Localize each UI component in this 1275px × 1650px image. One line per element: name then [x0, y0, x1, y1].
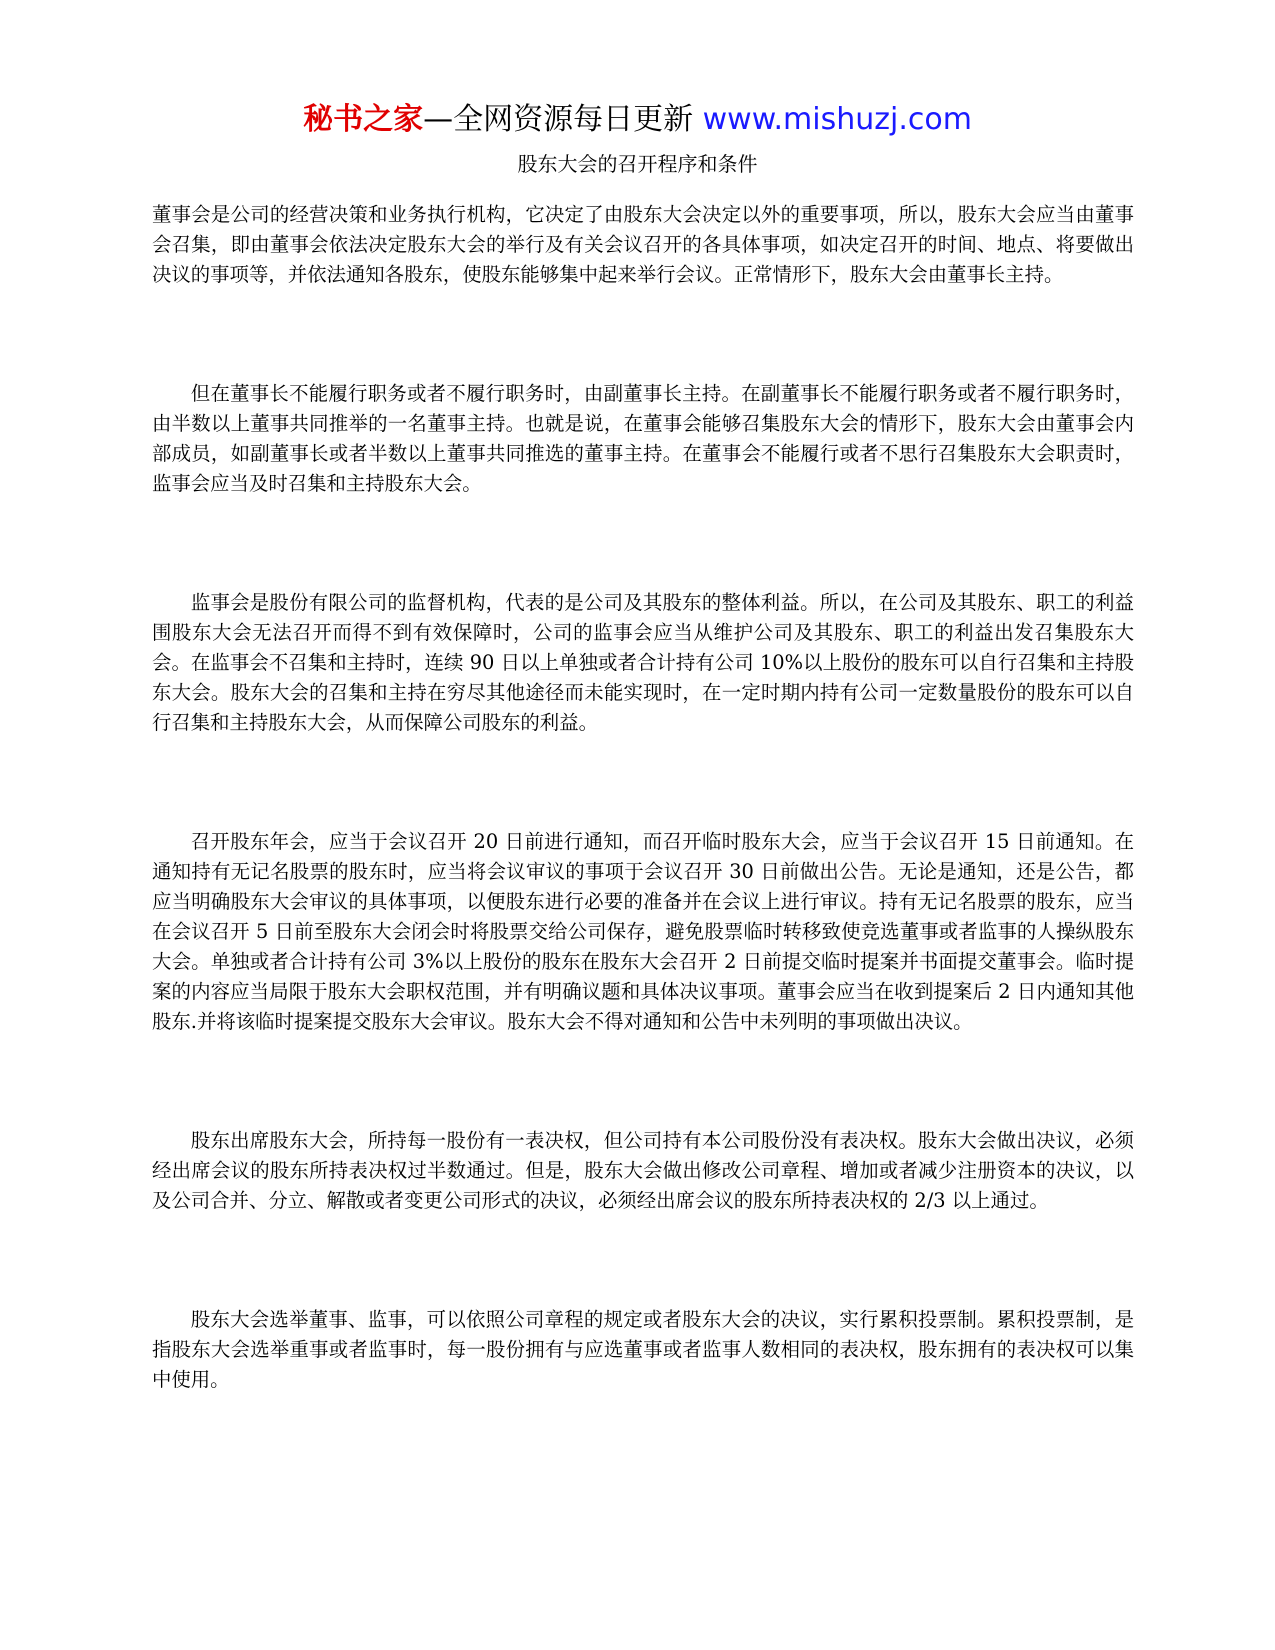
paragraph-spacer [152, 1216, 1134, 1305]
paragraph-spacer [152, 1037, 1134, 1126]
document-body [152, 200, 1134, 1395]
paragraph-4: 召开股东年会，应当于会议召开 20 日前进行通知，而召开临时股东大会，应当于会议召开 15 日前通知。在通知持有无记名股票的股东时，应当将会议审议的事项于会议召开 30 日前做出公告。无论是通知，还是公告，都应当明确股东大会审议的具体事项，以便股东进行必要的准备并在会议上进行审议。持有无记名股票的股东，应当在会议召开 5 日前至股东大会闭会时将股票交给公司保存，避免股票临时转移致使竞选董事或者监事的人操纵股东大会。单独或者合计持有公司 3%以上股份的股东在股东大会召开 2 日前提交临时提案并书面提交董事会。临时提案的内容应当局限于股东大会职权范围，并有明确议题和具体决议事项。董事会应当在收到提案后 2 日内通知其他股东.并将该临时提案提交股东大会审议。股东大会不得对通知和公告中未列明的事项做出决议。 [152, 830, 1134, 1033]
site-slogan: —全网资源每日更新 [423, 102, 694, 137]
paragraph-2: 但在董事长不能履行职务或者不履行职务时，由副董事长主持。在副董事长不能履行职务或者不履行职务时，由半数以上董事共同推举的一名董事主持。也就是说，在董事会能够召集股东大会的情形下，股东大会由董事会内部成员，如副董事长或者半数以上董事共同推选的董事主持。在董事会不能履行或者不思行召集股东大会职责时，监事会应当及时召集和主持股东大会。 [152, 382, 1134, 495]
paragraph-spacer [152, 290, 1134, 379]
document-title: 股东大会的召开程序和条件 [517, 152, 758, 176]
paragraph-spacer [152, 499, 1134, 588]
site-brand: 秘书之家 [303, 102, 424, 137]
paragraph-3: 监事会是股份有限公司的监督机构，代表的是公司及其股东的整体利益。所以，在公司及其股东、职工的利益围股东大会无法召开而得不到有效保障时，公司的监事会应当从维护公司及其股东、职工的利益出发召集股东大会。在监事会不召集和主持时，连续 90 日以上单独或者合计持有公司 10%以上股份的股东可以自行召集和主持股东大会。股东大会的召集和主持在穷尽其他途径而未能实现时，在一定时期内持有公司一定数量股份的股东可以自行召集和主持股东大会，从而保障公司股东的利益。 [152, 591, 1134, 734]
site-url-link[interactable]: www.mishuzj.com [702, 102, 972, 137]
paragraph-spacer [152, 738, 1134, 827]
paragraph-6: 股东大会选举董事、监事，可以依照公司章程的规定或者股东大会的决议，实行累积投票制。累积投票制，是指股东大会选举重事或者监事时，每一股份拥有与应选董事或者监事人数相同的表决权，股东拥有的表决权可以集中使用。 [152, 1308, 1134, 1391]
paragraph-1: 董事会是公司的经营决策和业务执行机构，它决定了由股东大会决定以外的重要事项，所以，股东大会应当由董事会召集，即由董事会依法决定股东大会的举行及有关会议召开的各具体事项，如决定召开的时间、地点、将要做出决议的事项等，并依法通知各股东，使股东能够集中起来举行会议。正常情形下，股东大会由董事长主持。 [152, 203, 1134, 286]
paragraph-5: 股东出席股东大会，所持每一股份有一表决权，但公司持有本公司股份没有表决权。股东大会做出决议，必须经出席会议的股东所持表决权过半数通过。但是，股东大会做出修改公司章程、增加或者减少注册资本的决议，以及公司合并、分立、解散或者变更公司形式的决议，必须经出席会议的股东所持表决权的 2/3 以上通过。 [152, 1129, 1134, 1212]
site-header [0, 100, 1275, 140]
